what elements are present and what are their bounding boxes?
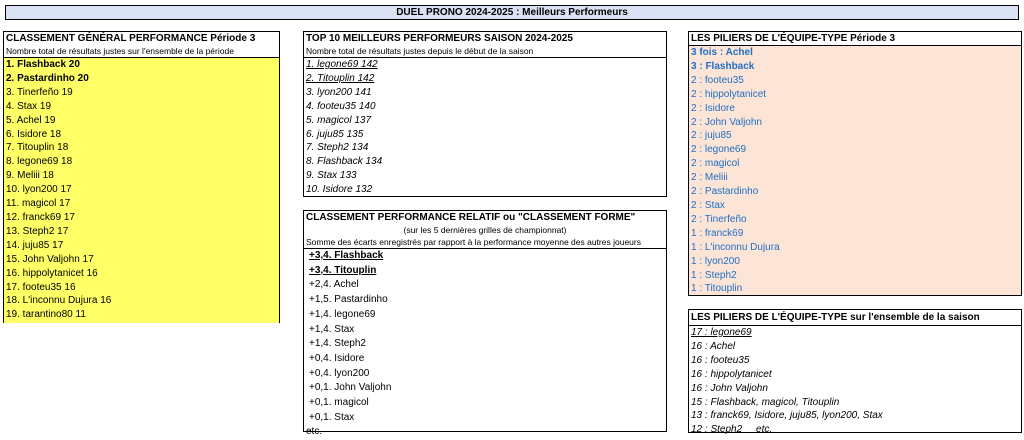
classement-forme-panel	[303, 210, 667, 438]
list-item: 8. Flashback 134	[306, 156, 383, 168]
list-item: 10. lyon200 17	[6, 184, 72, 196]
list-item: +0,4. Isidore	[309, 352, 365, 364]
list-item: 15. John Valjohn 17	[6, 253, 94, 265]
piliers-saison-title: LES PILIERS DE L'ÉQUIPE-TYPE sur l'ensemble de la saison	[689, 310, 1021, 326]
top10-panel	[303, 31, 667, 197]
list-item: 16 : footeu35	[691, 354, 750, 366]
list-item: 5. magicol 137	[306, 114, 372, 126]
list-item: 4. Stax 19	[6, 100, 52, 112]
list-item: 1 : Titouplin	[691, 283, 743, 295]
list-item: 2 : hippolytanicet	[691, 88, 767, 100]
list-item: 2 : juju85	[691, 130, 732, 142]
list-item: 2 : Pastardinho	[691, 186, 759, 198]
list-item: 2 : Stax	[691, 199, 725, 211]
list-item: 7. Steph2 134	[306, 142, 369, 154]
list-item: 1 : L'inconnu Dujura	[691, 241, 780, 253]
list-item: 9. Meliii 18	[6, 170, 54, 182]
list-item: 3 fois : Achel	[691, 47, 753, 58]
piliers-periode-title: LES PILIERS DE L'ÉQUIPE-TYPE Période 3	[689, 32, 1021, 46]
list-item: +2,4. Achel	[309, 279, 359, 291]
list-item: +1,4. legone69	[309, 308, 376, 320]
list-item: 1 : franck69	[691, 227, 744, 239]
list-item: 1 : Steph2	[691, 269, 737, 281]
list-item: 3. lyon200 141	[306, 86, 372, 98]
list-item: 16 : Achel	[691, 340, 736, 352]
list-item: 17 : legone69	[691, 327, 752, 338]
list-item: 5. Achel 19	[6, 114, 56, 126]
list-item: 10. Isidore 132	[306, 184, 373, 196]
list-item: 17. footeu35 16	[6, 281, 76, 293]
list-item: 2 : footeu35	[691, 74, 744, 86]
list-item: +0,1. magicol	[309, 397, 369, 409]
list-item: 1 : lyon200	[691, 255, 740, 267]
list-item: +0,1. Stax	[309, 411, 355, 423]
list-item: 18. L'inconnu Dujura 16	[6, 295, 112, 307]
top10-title: TOP 10 MEILLEURS PERFORMEURS SAISON 2024-2025	[306, 33, 573, 44]
list-item: +3,4. Flashback	[309, 250, 384, 261]
list-item: 6. juju85 135	[306, 128, 364, 140]
list-item: 16 : John Valjohn	[691, 382, 768, 394]
list-item: 13. Steph2 17	[6, 225, 69, 237]
list-item: 1. legone69 142	[306, 59, 378, 70]
list-item: 2 : Isidore	[691, 102, 735, 114]
piliers-saison-panel	[688, 309, 1022, 436]
list-item: 6. Isidore 18	[6, 128, 62, 140]
list-item: +1,4. Stax	[309, 323, 355, 335]
list-item: 12. franck69 17	[6, 211, 75, 223]
list-item: +1,5. Pastardinho	[309, 294, 388, 306]
list-item: 2 : John Valjohn	[691, 116, 762, 128]
classement-forme-note: Somme des écarts enregistrés par rapport à la performance moyenne des autres joueurs	[304, 236, 666, 249]
list-item: 8. legone69 18	[6, 156, 73, 168]
list-item: 16 : hippolytanicet	[691, 368, 772, 380]
classement-general-title: CLASSEMENT GÉNÉRAL PERFORMANCE Période 3	[6, 33, 256, 44]
list-item: 3. Tinerfeño 19	[6, 86, 73, 98]
list-item: 11. magicol 17	[6, 198, 71, 210]
list-item: 2 : magicol	[691, 158, 740, 170]
list-item: 15 : Flashback, magicol, Titouplin	[691, 396, 840, 408]
piliers-periode-panel	[688, 31, 1022, 296]
list-item: 2. Pastardinho 20	[6, 72, 89, 84]
list-item: 19. tarantino80 11	[6, 309, 86, 321]
list-item: 1. Flashback 20	[6, 59, 80, 70]
classement-general-list	[4, 58, 279, 323]
classement-general-panel	[3, 31, 280, 323]
list-item: 12 : Steph2 etc.	[691, 424, 773, 436]
list-item: 14. juju85 17	[6, 239, 64, 251]
list-item: 2 : legone69	[691, 144, 747, 156]
list-item: 2 : Tinerfeño	[691, 213, 747, 225]
list-item: +1,4. Steph2	[309, 338, 366, 350]
list-item: 9. Stax 133	[306, 170, 357, 182]
list-item: 2. Titouplin 142	[306, 72, 375, 84]
list-item: 3 : Flashback	[691, 60, 755, 72]
list-item: 13 : franck69, Isidore, juju85, lyon200, Stax	[691, 410, 883, 422]
classement-forme-title: CLASSEMENT PERFORMANCE RELATIF ou "CLASSEMENT FORME"	[306, 212, 636, 223]
classement-general-subtitle: Nombre total de résultats justes sur l'ensemble de la période	[4, 45, 279, 58]
list-item: etc.	[306, 426, 323, 438]
list-item: 4. footeu35 140	[306, 100, 376, 112]
list-item: 2 : Meliii	[691, 172, 728, 184]
list-item: +0,1. John Valjohn	[309, 382, 392, 394]
list-item: 16. hippolytanicet 16	[6, 267, 98, 279]
list-item: +0,4. lyon200	[309, 367, 370, 379]
list-item: 7. Titouplin 18	[6, 142, 69, 154]
top10-subtitle: Nombre total de résultats justes depuis le début de la saison	[304, 45, 666, 58]
list-item: +3,4. Titouplin	[309, 264, 377, 276]
page-title: DUEL PRONO 2024-2025 : Meilleurs Performeurs	[5, 5, 1019, 20]
classement-forme-subtitle: (sur les 5 dernières grilles de championnat)	[403, 225, 567, 235]
